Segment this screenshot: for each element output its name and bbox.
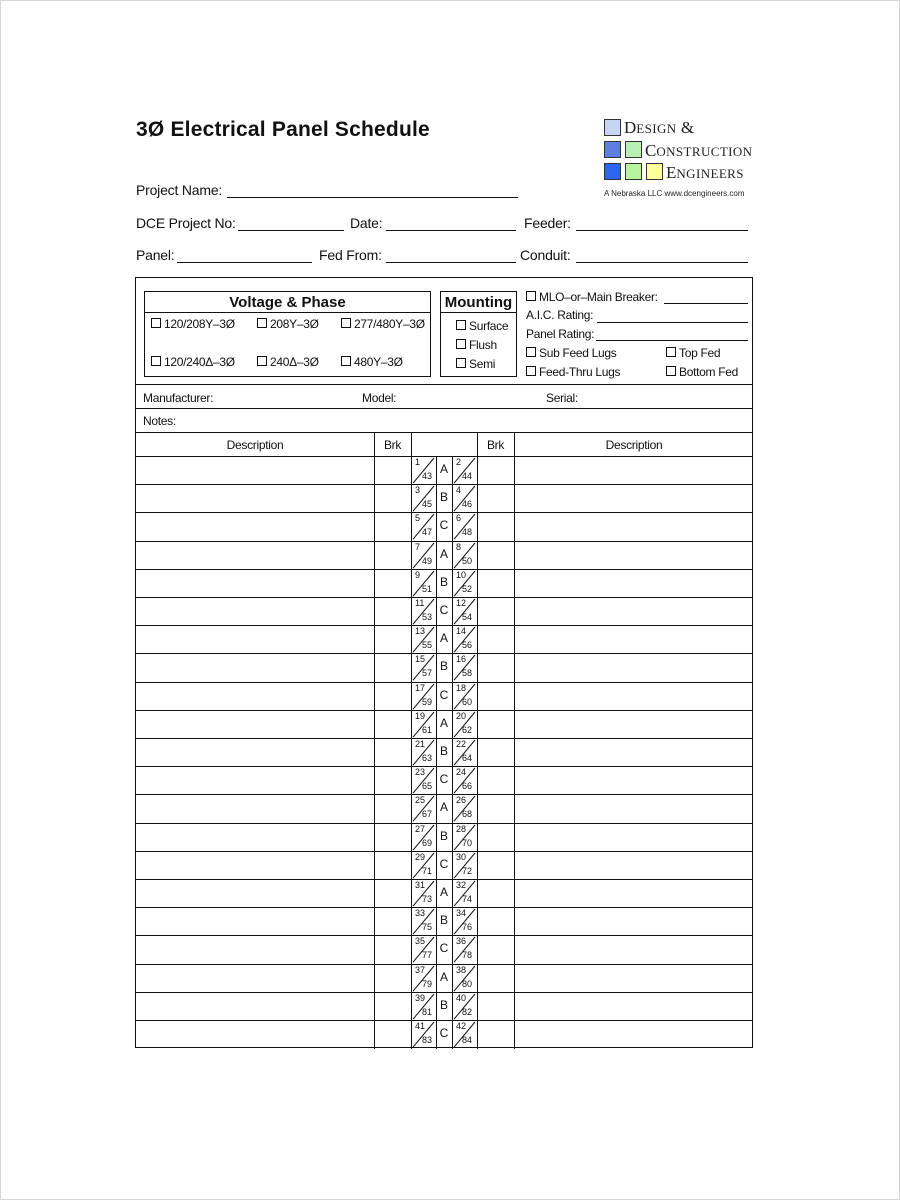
- option-120-240d[interactable]: 120/240Δ–3Ø: [151, 355, 235, 369]
- col-divider-desc-right: [514, 432, 515, 1049]
- circuit-number-left-bottom: 57: [422, 668, 433, 679]
- circuit-number-right-bottom: 54: [462, 612, 473, 622]
- phase-label: B: [439, 659, 448, 674]
- phase-label: A: [439, 885, 448, 899]
- panel-schedule-frame: [135, 277, 753, 1048]
- circuit-number-left-bottom: 73: [422, 894, 433, 904]
- circuit-number-left-bottom: 75: [422, 922, 433, 933]
- circuit-number-left-bottom: 77: [422, 950, 433, 961]
- date-label: Date:: [350, 215, 383, 231]
- circuit-number-left-top: 25: [415, 795, 426, 806]
- logo-line-construction: CONSTRUCTION: [645, 141, 753, 160]
- table-header-top: [136, 432, 752, 433]
- mounting-flush[interactable]: Flush: [456, 338, 497, 352]
- checkbox[interactable]: [526, 366, 536, 376]
- manufacturer-label: Manufacturer:: [143, 391, 214, 405]
- phase-label: A: [439, 631, 448, 646]
- logo-line-design: DESIGN &: [624, 118, 695, 137]
- logo-line-engineers: ENGINEERS: [666, 163, 744, 182]
- project-name-field[interactable]: [227, 197, 518, 198]
- logo-square: [646, 163, 663, 180]
- circuit-number-left-bottom: 55: [422, 640, 433, 651]
- circuit-number-right-bottom: 46: [462, 499, 473, 510]
- phase-label: B: [439, 828, 448, 843]
- phase-label: B: [439, 574, 448, 589]
- circuit-number-right-top: 26: [456, 795, 467, 806]
- checkbox[interactable]: [341, 356, 351, 366]
- circuit-number-left-top: 9: [415, 569, 421, 580]
- logo-square: [625, 163, 642, 180]
- circuit-number-right-bottom: 44: [462, 471, 473, 481]
- circuit-number-left-bottom: 83: [422, 1035, 433, 1045]
- col-brk-right: Brk: [486, 438, 505, 452]
- circuit-number-right-top: 20: [456, 710, 467, 721]
- circuit-number-left-bottom: 47: [422, 527, 433, 538]
- checkbox[interactable]: [456, 320, 466, 330]
- phase-label: B: [439, 997, 448, 1012]
- table-row[interactable]: [136, 484, 752, 485]
- circuit-number-left-top: 27: [415, 823, 426, 834]
- table-row[interactable]: [136, 935, 752, 936]
- circuit-number-right-top: 2: [456, 457, 462, 467]
- phase-label: B: [439, 490, 448, 505]
- option-277-480y[interactable]: 277/480Y–3Ø: [341, 317, 425, 331]
- circuit-number-right-top: 14: [456, 626, 467, 637]
- circuit-number-left-top: 1: [415, 457, 421, 467]
- option-480y[interactable]: 480Y–3Ø: [341, 355, 403, 369]
- circuit-number-left-bottom: 49: [422, 555, 433, 566]
- voltage-phase-header: Voltage & Phase: [229, 294, 346, 311]
- circuit-number-right-bottom: 76: [462, 922, 473, 933]
- col-description-left: Description: [226, 438, 284, 452]
- circuit-number-right-top: 6: [456, 513, 462, 524]
- project-name-label: Project Name:: [136, 182, 223, 198]
- phase-label: C: [439, 518, 449, 533]
- circuit-number-left-bottom: 43: [422, 471, 433, 481]
- checkbox[interactable]: [526, 347, 536, 357]
- circuit-number-right-bottom: 78: [462, 950, 473, 961]
- circuit-number-right-bottom: 66: [462, 781, 473, 792]
- mlo-main-breaker-field[interactable]: [664, 303, 748, 304]
- col-divider-desc-brk-left: [374, 432, 375, 1049]
- checkbox[interactable]: [151, 356, 161, 366]
- page-title: 3Ø Electrical Panel Schedule: [136, 118, 430, 141]
- table-row[interactable]: [136, 794, 752, 795]
- mounting-semi[interactable]: Semi: [456, 357, 495, 371]
- option-208y[interactable]: 208Y–3Ø: [257, 317, 319, 331]
- phase-label: C: [439, 1026, 449, 1040]
- feeder-label: Feeder:: [524, 215, 571, 231]
- feed-thru-lugs[interactable]: Feed-Thru Lugs: [526, 365, 620, 379]
- circuit-number-right-bottom: 70: [462, 837, 473, 848]
- table-row[interactable]: [136, 456, 752, 457]
- checkbox[interactable]: [666, 366, 676, 376]
- option-240d[interactable]: 240Δ–3Ø: [257, 355, 319, 369]
- mounting-header-divider: [441, 312, 516, 313]
- circuit-number-right-top: 22: [456, 739, 467, 749]
- phase-label: A: [439, 800, 448, 815]
- date-field[interactable]: [386, 230, 516, 231]
- aic-rating-label: A.I.C. Rating:: [526, 308, 594, 322]
- circuit-number-left-bottom: 65: [422, 781, 433, 792]
- logo-tagline: A Nebraska LLC www.dcengineers.com: [604, 189, 745, 198]
- table-row[interactable]: [136, 653, 752, 654]
- table-row[interactable]: [136, 710, 752, 711]
- logo-square: [625, 141, 642, 158]
- phase-label: A: [439, 969, 448, 984]
- circuit-number-left-top: 13: [415, 626, 426, 637]
- circuit-number-right-top: 4: [456, 485, 462, 496]
- circuit-number-right-bottom: 50: [462, 555, 473, 566]
- circuit-number-right-top: 40: [456, 992, 467, 1003]
- circuit-number-left-top: 21: [415, 739, 426, 749]
- panel-rating-label: Panel Rating:: [526, 327, 595, 341]
- circuit-number-left-top: 15: [415, 654, 426, 665]
- notes-label: Notes:: [143, 414, 176, 428]
- circuit-number-right-bottom: 84: [462, 1035, 473, 1045]
- logo-square: [604, 141, 621, 158]
- phase-label: A: [439, 546, 448, 561]
- conduit-field[interactable]: [576, 262, 748, 263]
- phase-label: C: [439, 772, 449, 787]
- dce-project-no-label: DCE Project No:: [136, 215, 236, 231]
- circuit-number-left-top: 11: [415, 598, 425, 608]
- info-divider-top: [136, 384, 752, 385]
- circuit-number-right-top: 32: [456, 880, 467, 890]
- circuit-number-right-bottom: 64: [462, 753, 473, 763]
- circuit-number-right-top: 10: [456, 569, 467, 580]
- circuit-number-left-top: 17: [415, 682, 426, 693]
- checkbox[interactable]: [257, 318, 267, 328]
- phase-label: C: [439, 941, 449, 956]
- circuit-number-left-bottom: 79: [422, 978, 433, 989]
- circuit-number-right-top: 36: [456, 936, 467, 947]
- circuit-number-left-top: 41: [415, 1021, 426, 1031]
- circuit-number-right-bottom: 60: [462, 696, 473, 707]
- table-row[interactable]: [136, 879, 752, 880]
- circuit-number-left-top: 39: [415, 992, 426, 1003]
- circuit-number-left-bottom: 69: [422, 837, 433, 848]
- col-brk-left: Brk: [383, 438, 402, 452]
- circuit-number-right-bottom: 52: [462, 583, 473, 594]
- circuit-number-right-top: 28: [456, 823, 467, 834]
- circuit-number-left-top: 23: [415, 767, 426, 778]
- panel-label: Panel:: [136, 247, 175, 263]
- circuit-number-left-top: 31: [415, 880, 426, 890]
- circuit-number-left-bottom: 61: [422, 724, 433, 735]
- panel-field[interactable]: [177, 262, 312, 263]
- phase-label: C: [439, 603, 449, 617]
- phase-label: A: [439, 462, 448, 476]
- option-120-208y[interactable]: 120/208Y–3Ø: [151, 317, 235, 331]
- circuit-number-left-bottom: 71: [422, 865, 433, 876]
- circuit-number-left-bottom: 63: [422, 753, 433, 763]
- circuit-number-right-top: 38: [456, 964, 467, 975]
- col-divider-brk-right: [477, 432, 478, 1049]
- circuit-number-right-bottom: 68: [462, 809, 473, 820]
- mlo-main-breaker[interactable]: MLO–or–Main Breaker:: [526, 290, 658, 304]
- logo-square: [604, 163, 621, 180]
- circuit-number-right-bottom: 82: [462, 1006, 473, 1017]
- circuit-number-right-bottom: 48: [462, 527, 473, 538]
- mounting-surface[interactable]: Surface: [456, 319, 508, 333]
- voltage-phase-box: [144, 291, 431, 377]
- voltage-header-divider: [145, 312, 430, 313]
- logo-square: [604, 119, 621, 136]
- table-row[interactable]: [136, 541, 752, 542]
- phase-label: B: [439, 744, 448, 758]
- circuit-number-left-top: 3: [415, 485, 421, 496]
- table-row[interactable]: [136, 1020, 752, 1021]
- circuit-number-right-bottom: 72: [462, 865, 473, 876]
- checkbox[interactable]: [151, 318, 161, 328]
- checkbox[interactable]: [456, 358, 466, 368]
- circuit-number-right-top: 34: [456, 908, 467, 919]
- fed-from-label: Fed From:: [319, 247, 382, 263]
- circuit-number-right-top: 16: [456, 654, 467, 665]
- dce-project-no-field[interactable]: [238, 230, 344, 231]
- checkbox[interactable]: [456, 339, 466, 349]
- circuit-number-left-top: 35: [415, 936, 426, 947]
- conduit-label: Conduit:: [520, 247, 571, 263]
- fed-from-field[interactable]: [386, 262, 516, 263]
- circuit-number-left-top: 7: [415, 541, 421, 552]
- circuit-number-right-top: 42: [456, 1021, 467, 1031]
- table-row[interactable]: [136, 682, 752, 683]
- checkbox[interactable]: [666, 347, 676, 357]
- circuit-number-right-bottom: 62: [462, 724, 473, 735]
- col-description-right: Description: [605, 438, 663, 452]
- phase-label: C: [439, 856, 449, 871]
- table-row[interactable]: [136, 907, 752, 908]
- circuit-number-right-top: 8: [456, 541, 462, 552]
- checkbox[interactable]: [257, 356, 267, 366]
- circuit-number-left-bottom: 81: [422, 1006, 433, 1017]
- table-row[interactable]: [136, 766, 752, 767]
- checkbox[interactable]: [341, 318, 351, 328]
- sub-feed-lugs[interactable]: Sub Feed Lugs: [526, 346, 617, 360]
- table-row[interactable]: [136, 512, 752, 513]
- serial-label: Serial:: [546, 391, 578, 405]
- phase-label: C: [439, 687, 449, 702]
- table-row[interactable]: [136, 823, 752, 824]
- circuit-number-left-bottom: 53: [422, 612, 433, 622]
- circuit-number-right-top: 18: [456, 682, 467, 693]
- circuit-number-left-bottom: 59: [422, 696, 433, 707]
- top-fed[interactable]: Top Fed: [666, 346, 720, 360]
- mounting-header: Mounting: [444, 294, 513, 311]
- model-label: Model:: [362, 391, 397, 405]
- panel-rating-field[interactable]: [596, 340, 748, 341]
- circuit-number-right-bottom: 56: [462, 640, 473, 651]
- bottom-fed[interactable]: Bottom Fed: [666, 365, 738, 379]
- circuit-number-left-top: 5: [415, 513, 421, 524]
- checkbox[interactable]: [526, 291, 536, 301]
- table-row[interactable]: [136, 597, 752, 598]
- circuit-number-left-bottom: 51: [422, 583, 433, 594]
- circuit-number-right-bottom: 58: [462, 668, 473, 679]
- circuit-number-left-bottom: 67: [422, 809, 433, 820]
- feeder-field[interactable]: [576, 230, 748, 231]
- circuit-number-right-bottom: 74: [462, 894, 473, 904]
- circuit-number-right-top: 24: [456, 767, 467, 778]
- circuit-number-right-top: 30: [456, 851, 467, 862]
- phase-label: B: [439, 913, 448, 928]
- aic-rating-field[interactable]: [597, 322, 748, 323]
- table-row[interactable]: [136, 738, 752, 739]
- table-row[interactable]: [136, 569, 752, 570]
- phase-label: A: [439, 715, 448, 730]
- info-divider-mid: [136, 408, 752, 409]
- circuit-number-left-top: 19: [415, 710, 426, 721]
- circuit-number-left-bottom: 45: [422, 499, 433, 510]
- circuit-number-left-top: 37: [415, 964, 426, 975]
- circuit-number-left-top: 29: [415, 851, 426, 862]
- table-row[interactable]: [136, 851, 752, 852]
- table-row[interactable]: [136, 625, 752, 626]
- table-row[interactable]: [136, 992, 752, 993]
- circuit-number-left-top: 33: [415, 908, 426, 919]
- circuit-number-right-top: 12: [456, 598, 467, 608]
- circuit-number-right-bottom: 80: [462, 978, 473, 989]
- mounting-box: [440, 291, 517, 377]
- table-row[interactable]: [136, 964, 752, 965]
